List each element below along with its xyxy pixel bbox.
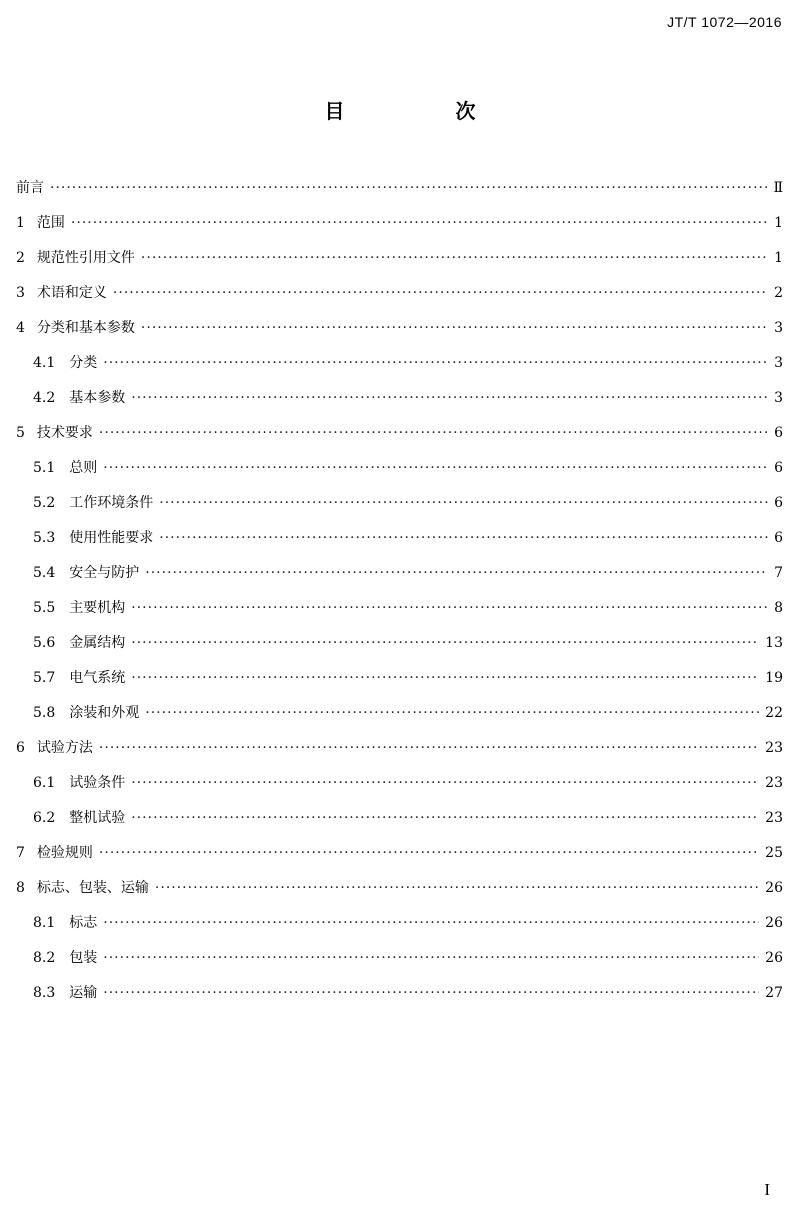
toc-entry-page: 26 — [765, 880, 783, 896]
toc-entry-label: 规范性引用文件 — [36, 250, 135, 266]
toc-entry-page: 23 — [765, 740, 783, 756]
toc-entry-page: 8 — [774, 600, 783, 616]
dot-leader — [99, 425, 768, 441]
toc-entry-number: 6 — [16, 740, 25, 756]
toc-entry-label: 包装 — [69, 950, 98, 966]
dot-leader — [99, 740, 759, 756]
toc-entry-label: 使用性能要求 — [69, 530, 154, 546]
page-number: I — [764, 1180, 770, 1199]
toc-entry-number: 4.2 — [33, 390, 56, 406]
toc-entry-number: 5.1 — [33, 460, 56, 476]
dot-leader — [103, 915, 759, 931]
toc-entry-label: 技术要求 — [36, 425, 93, 441]
toc-entry[interactable] — [16, 912, 783, 947]
toc-entry-page: 3 — [774, 390, 783, 406]
toc-entry-number: 8.2 — [33, 950, 56, 966]
toc-entry-number: 8.3 — [33, 985, 56, 1001]
toc-entry-number: 5.2 — [33, 495, 56, 511]
toc-entry-label: 前言 — [16, 180, 44, 196]
dot-leader — [155, 880, 759, 896]
toc-entry-number: 5.8 — [33, 705, 56, 721]
toc-entry[interactable] — [16, 387, 783, 422]
toc-entry-number: 2 — [16, 250, 25, 266]
dot-leader — [141, 250, 768, 266]
dot-leader — [131, 635, 759, 651]
toc-entry-label: 整机试验 — [69, 810, 126, 826]
toc-entry[interactable] — [16, 247, 783, 282]
dot-leader — [159, 530, 768, 546]
toc-entry[interactable] — [16, 422, 783, 457]
toc-entry[interactable] — [16, 527, 783, 562]
toc-entry-label: 检验规则 — [36, 845, 93, 861]
toc-entry[interactable] — [16, 317, 783, 352]
toc-entry-label: 术语和定义 — [36, 285, 107, 301]
toc-entry-page: 6 — [774, 460, 783, 476]
dot-leader — [103, 950, 759, 966]
dot-leader — [103, 985, 759, 1001]
dot-leader — [50, 180, 767, 196]
toc-entry-label: 安全与防护 — [69, 565, 140, 581]
toc-entry-number: 8.1 — [33, 915, 56, 931]
toc-entry-number: 7 — [16, 845, 25, 861]
toc-entry-page: 3 — [774, 355, 783, 371]
toc-entry-page: 1 — [774, 250, 783, 266]
toc-entry-label: 电气系统 — [69, 670, 126, 686]
toc-entry-page: 25 — [765, 845, 783, 861]
dot-leader — [145, 565, 768, 581]
dot-leader — [103, 460, 768, 476]
toc-entry-label: 范围 — [36, 215, 65, 231]
dot-leader — [145, 705, 759, 721]
toc-entry[interactable] — [16, 947, 783, 982]
toc-entry-number: 5.4 — [33, 565, 56, 581]
toc-entry-page: 6 — [774, 425, 783, 441]
dot-leader — [131, 600, 768, 616]
toc-entry[interactable] — [16, 492, 783, 527]
toc-entry-page: 23 — [765, 775, 783, 791]
toc-entry-label: 标志 — [69, 915, 98, 931]
table-of-contents — [16, 177, 783, 1017]
toc-entry[interactable] — [16, 667, 783, 702]
toc-entry-label: 试验方法 — [36, 740, 93, 756]
dot-leader — [99, 845, 759, 861]
toc-entry[interactable] — [16, 877, 783, 912]
toc-entry[interactable] — [16, 807, 783, 842]
toc-entry-page: 7 — [774, 565, 783, 581]
toc-entry-label: 试验条件 — [69, 775, 126, 791]
toc-entry-page: 13 — [765, 635, 783, 651]
toc-entry-label: 主要机构 — [69, 600, 126, 616]
toc-entry-number: 5.3 — [33, 530, 56, 546]
dot-leader — [131, 390, 768, 406]
toc-entry-number: 1 — [16, 215, 25, 231]
toc-entry-page: 26 — [765, 950, 783, 966]
dot-leader — [131, 810, 759, 826]
toc-entry-page: 27 — [765, 985, 783, 1001]
toc-entry-number: 5.7 — [33, 670, 56, 686]
toc-entry[interactable] — [16, 282, 783, 317]
toc-entry[interactable] — [16, 772, 783, 807]
toc-entry-number: 6.1 — [33, 775, 56, 791]
toc-entry-label: 分类 — [69, 355, 98, 371]
toc-entry-number: 4.1 — [33, 355, 56, 371]
dot-leader — [141, 320, 768, 336]
toc-entry[interactable] — [16, 842, 783, 877]
toc-entry-page: 1 — [774, 215, 783, 231]
toc-entry-page: 2 — [774, 285, 783, 301]
standard-number: JT/T 1072—2016 — [667, 14, 782, 30]
toc-entry-number: 3 — [16, 285, 25, 301]
toc-entry-number: 5.5 — [33, 600, 56, 616]
toc-entry-number: 5.6 — [33, 635, 56, 651]
toc-entry[interactable] — [16, 737, 783, 772]
dot-leader — [131, 670, 759, 686]
toc-entry[interactable] — [16, 632, 783, 667]
toc-entry[interactable] — [16, 212, 783, 247]
toc-entry[interactable] — [16, 457, 783, 492]
toc-entry-page: Ⅱ — [773, 180, 783, 196]
toc-entry-label: 金属结构 — [69, 635, 126, 651]
toc-entry-label: 运输 — [69, 985, 98, 1001]
toc-entry[interactable] — [16, 702, 783, 737]
toc-entry[interactable] — [16, 982, 783, 1017]
toc-entry[interactable] — [16, 562, 783, 597]
toc-entry[interactable] — [16, 177, 783, 212]
toc-entry-number: 5 — [16, 425, 25, 441]
toc-entry-page: 19 — [765, 670, 783, 686]
toc-entry-number: 8 — [16, 880, 25, 896]
toc-entry[interactable] — [16, 597, 783, 632]
toc-entry-label: 工作环境条件 — [69, 495, 154, 511]
toc-entry-number: 4 — [16, 320, 25, 336]
toc-entry-label: 基本参数 — [69, 390, 126, 406]
toc-entry-label: 分类和基本参数 — [36, 320, 135, 336]
toc-entry-page: 22 — [765, 705, 783, 721]
toc-entry-page: 6 — [774, 495, 783, 511]
dot-leader — [71, 215, 768, 231]
toc-entry-label: 涂装和外观 — [69, 705, 140, 721]
toc-entry-page: 23 — [765, 810, 783, 826]
page-title: 目 次 — [324, 99, 528, 123]
toc-entry-label: 总则 — [69, 460, 98, 476]
toc-entry-page: 26 — [765, 915, 783, 931]
dot-leader — [131, 775, 759, 791]
toc-entry-page: 3 — [774, 320, 783, 336]
toc-entry[interactable] — [16, 352, 783, 387]
dot-leader — [113, 285, 768, 301]
dot-leader — [103, 355, 768, 371]
toc-entry-number: 6.2 — [33, 810, 56, 826]
dot-leader — [159, 495, 768, 511]
toc-entry-label: 标志、包装、运输 — [36, 880, 149, 896]
toc-entry-page: 6 — [774, 530, 783, 546]
